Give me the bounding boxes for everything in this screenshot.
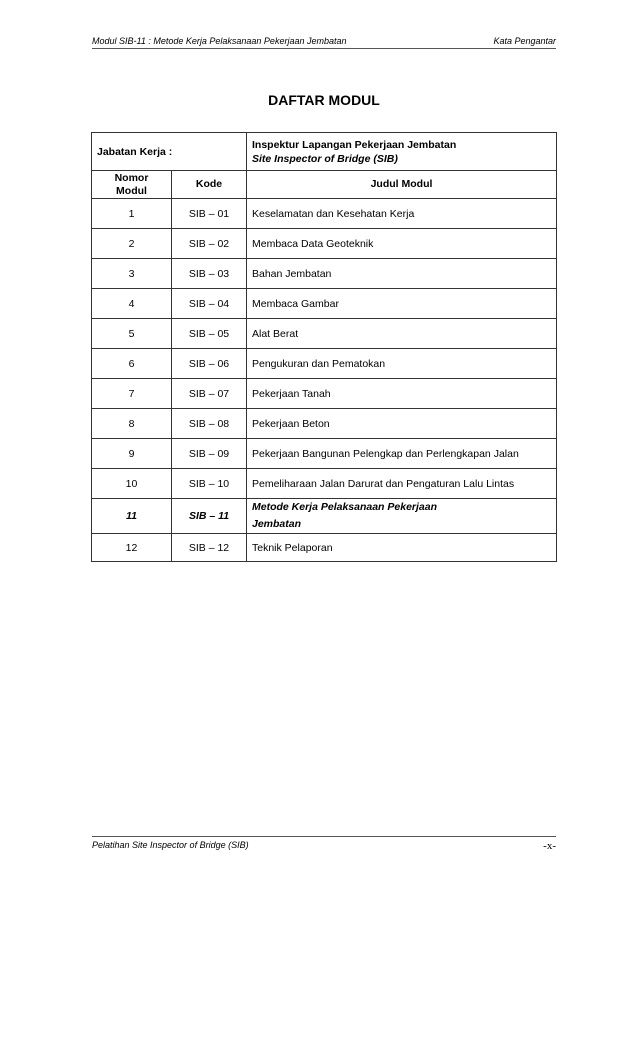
jabatan-row: [92, 133, 557, 171]
jabatan-value-id: Inspektur Lapangan Pekerjaan Jembatan: [252, 138, 457, 151]
row-title: [247, 499, 557, 534]
row-title: Pemeliharaan Jalan Darurat dan Pengaturan Lalu Lintas: [247, 469, 557, 499]
table-row: [92, 439, 557, 469]
row-number: 4: [92, 289, 172, 319]
table-row: [92, 259, 557, 289]
row-title: Pekerjaan Tanah: [247, 379, 557, 409]
row-number: 11: [92, 499, 172, 534]
table-row: [92, 349, 557, 379]
col-header-nomor: [92, 171, 172, 199]
row-code: SIB – 10: [172, 469, 247, 499]
row-code: SIB – 02: [172, 229, 247, 259]
header-module-title: Modul SIB-11 : Metode Kerja Pelaksanaan Pekerjaan Jembatan: [92, 36, 347, 46]
row-number: 8: [92, 409, 172, 439]
table-row-current-module: [92, 499, 557, 534]
table-row: [92, 229, 557, 259]
page-number: -x-: [543, 840, 556, 852]
col-header-nomor-line1: Nomor: [114, 171, 149, 184]
row-number: 7: [92, 379, 172, 409]
table-row: [92, 469, 557, 499]
jabatan-label: Jabatan Kerja :: [92, 133, 247, 171]
jabatan-value-en: Site Inspector of Bridge (SIB): [252, 152, 398, 165]
module-table: [91, 132, 557, 562]
jabatan-value: [247, 133, 557, 171]
row-code: SIB – 08: [172, 409, 247, 439]
page-header: [92, 36, 556, 46]
row-number: 3: [92, 259, 172, 289]
row-code: SIB – 12: [172, 534, 247, 562]
row-number: 10: [92, 469, 172, 499]
row-title: Bahan Jembatan: [247, 259, 557, 289]
table-row: [92, 534, 557, 562]
row-code: SIB – 03: [172, 259, 247, 289]
column-header-row: [92, 171, 557, 199]
row-code: SIB – 07: [172, 379, 247, 409]
table-row: [92, 379, 557, 409]
row-title-line2: Jembatan: [252, 518, 302, 530]
row-number: 6: [92, 349, 172, 379]
row-title: Keselamatan dan Kesehatan Kerja: [247, 199, 557, 229]
row-title: Pekerjaan Beton: [247, 409, 557, 439]
row-code: SIB – 01: [172, 199, 247, 229]
row-number: 9: [92, 439, 172, 469]
row-number: 1: [92, 199, 172, 229]
row-number: 2: [92, 229, 172, 259]
row-number: 12: [92, 534, 172, 562]
table-row: [92, 319, 557, 349]
col-header-nomor-line2: Modul: [116, 184, 147, 197]
table-row: [92, 289, 557, 319]
col-header-kode: Kode: [172, 171, 247, 199]
col-header-judul: Judul Modul: [247, 171, 557, 199]
table-row: [92, 199, 557, 229]
page-footer: [92, 840, 556, 850]
footer-training-title: Pelatihan Site Inspector of Bridge (SIB): [92, 840, 249, 850]
row-number: 5: [92, 319, 172, 349]
row-code: SIB – 06: [172, 349, 247, 379]
row-code: SIB – 09: [172, 439, 247, 469]
row-code: SIB – 11: [172, 499, 247, 534]
row-title: Membaca Gambar: [247, 289, 557, 319]
footer-divider: [92, 836, 556, 837]
row-title: Pekerjaan Bangunan Pelengkap dan Perlengkapan Jalan: [247, 439, 557, 469]
row-code: SIB – 05: [172, 319, 247, 349]
page-title: DAFTAR MODUL: [268, 92, 380, 108]
row-title-line1: Metode Kerja Pelaksanaan Pekerjaan: [252, 501, 438, 513]
row-title: Teknik Pelaporan: [247, 534, 557, 562]
header-section-title: Kata Pengantar: [493, 36, 556, 46]
table-row: [92, 409, 557, 439]
row-title: Alat Berat: [247, 319, 557, 349]
header-divider: [92, 48, 556, 49]
row-code: SIB – 04: [172, 289, 247, 319]
row-title: Pengukuran dan Pematokan: [247, 349, 557, 379]
row-title: Membaca Data Geoteknik: [247, 229, 557, 259]
